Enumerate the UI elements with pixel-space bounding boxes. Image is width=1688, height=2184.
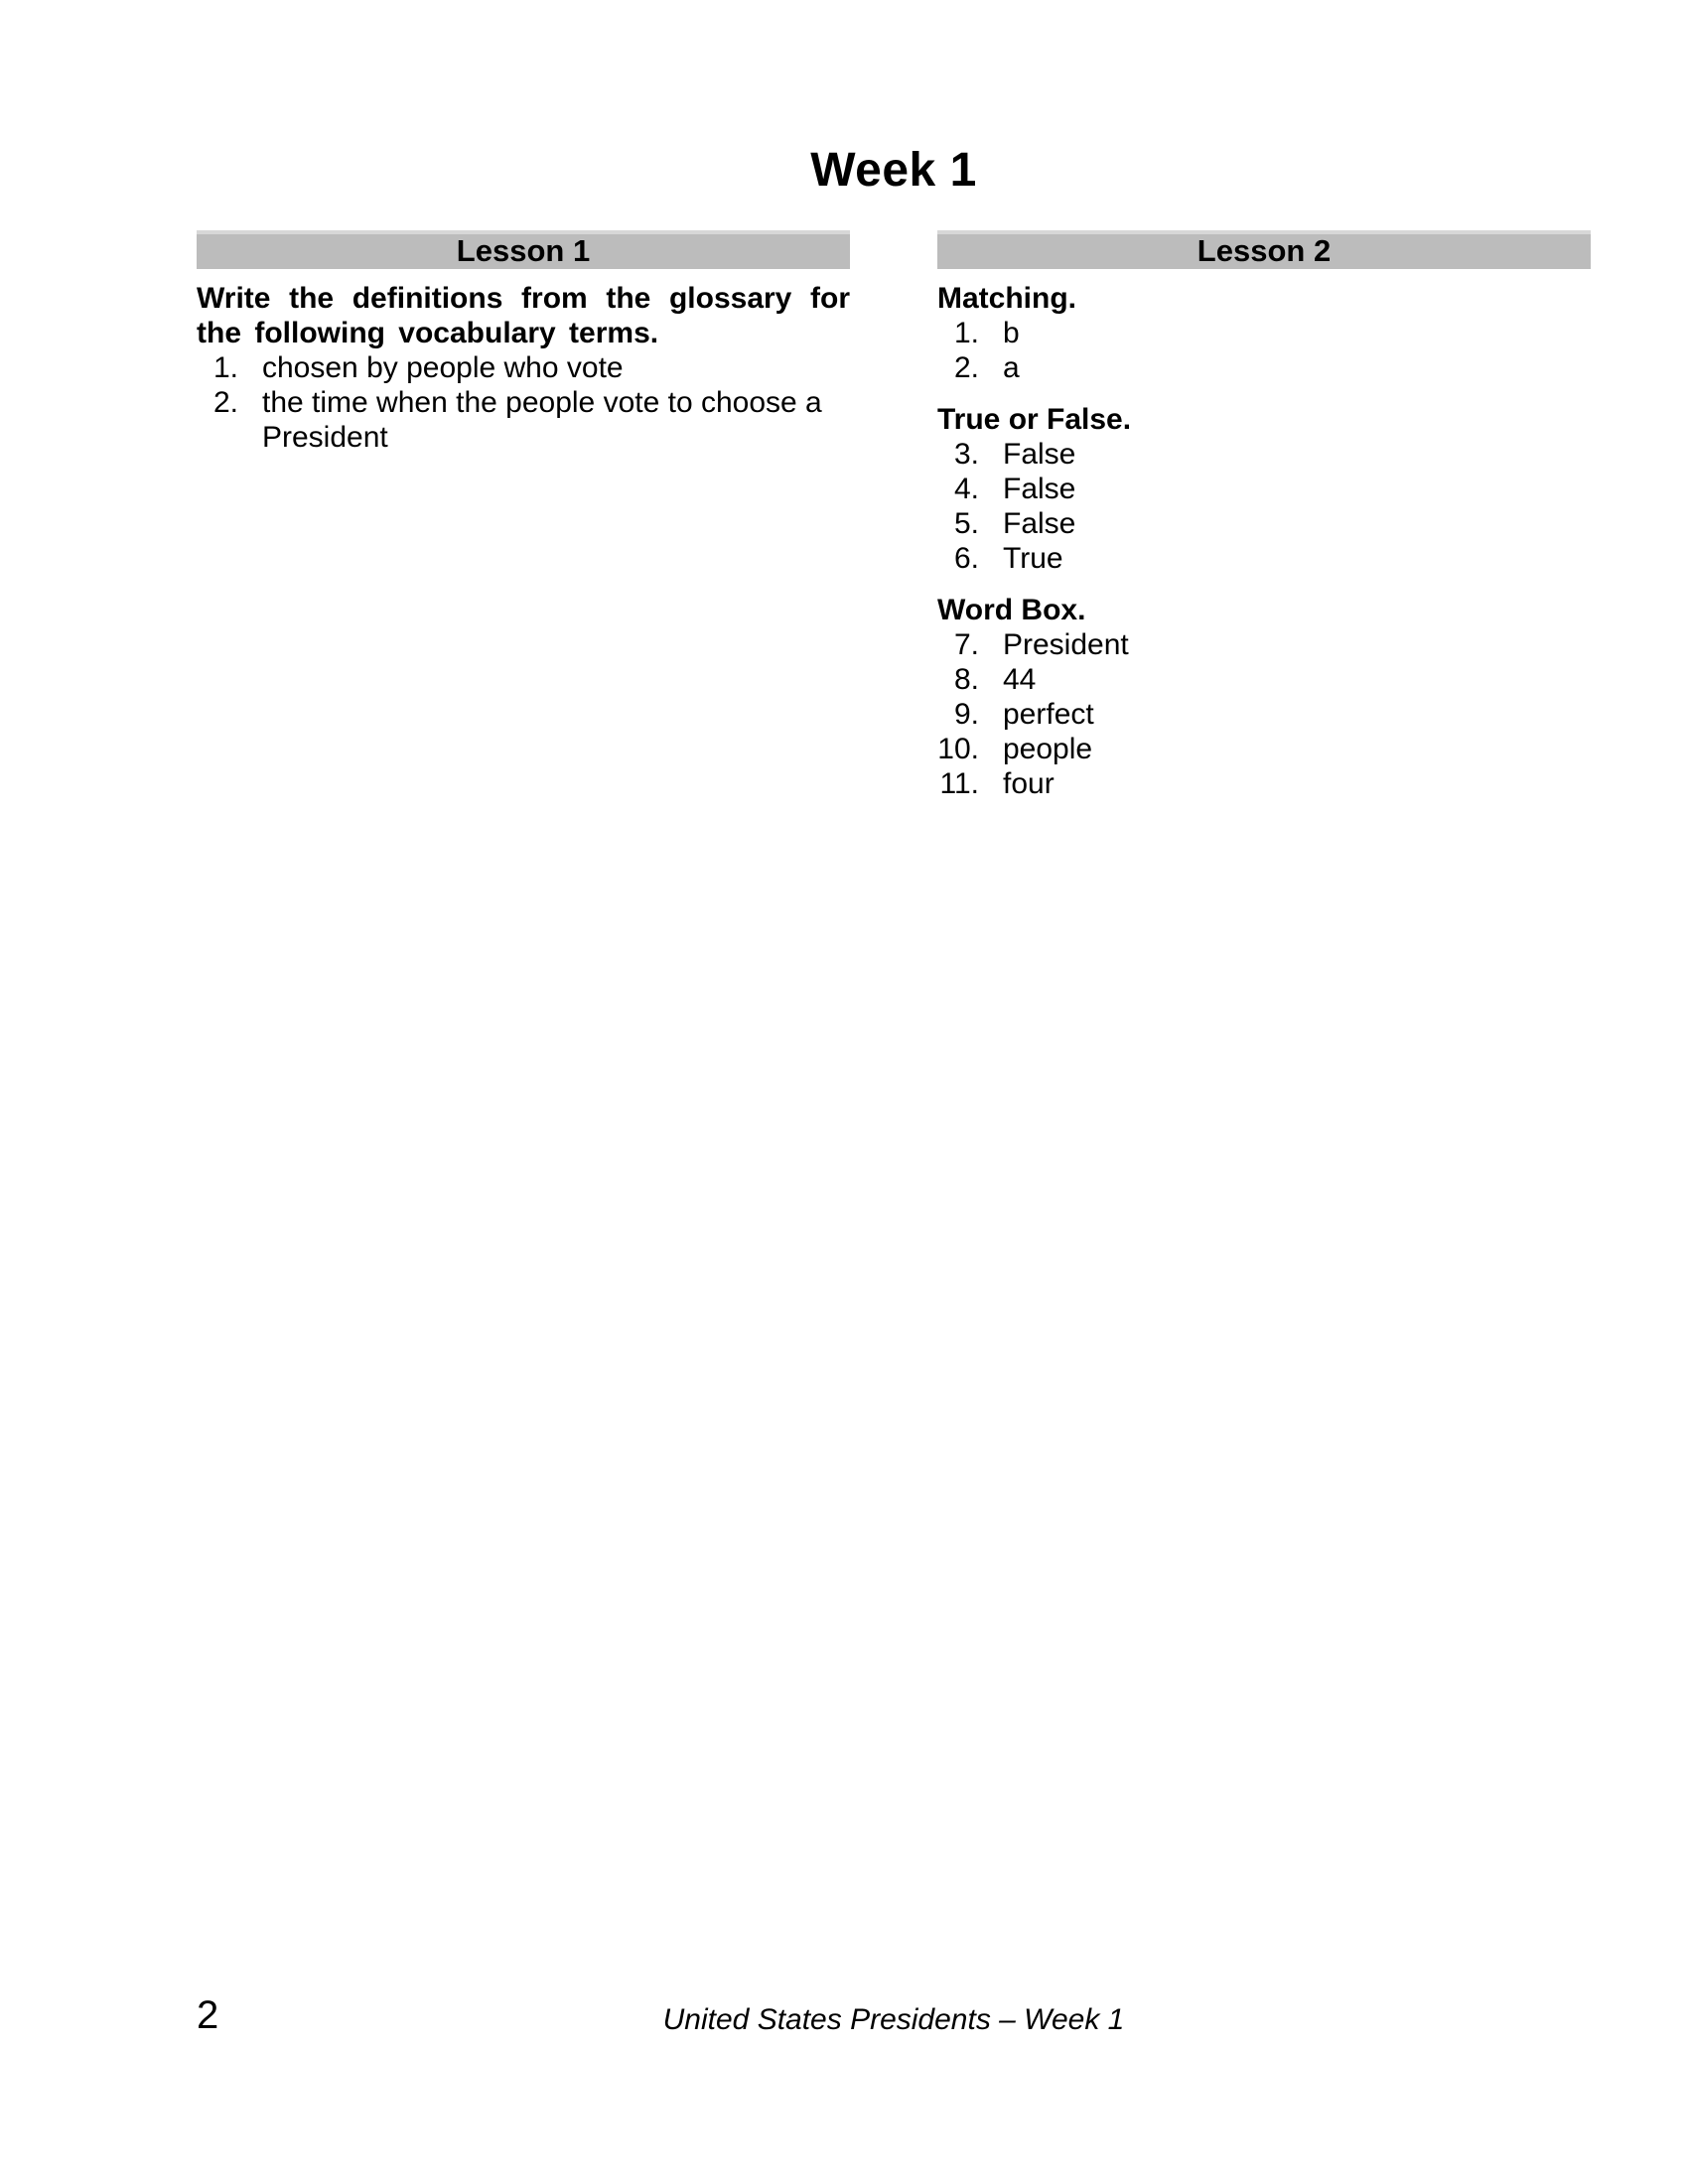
list-item — [937, 627, 1591, 662]
list-item — [937, 697, 1591, 732]
item-number: 2. — [953, 351, 979, 384]
list-item — [937, 350, 1591, 385]
section-title: True or False. — [937, 403, 1132, 436]
lesson1-instructions: Write the definitions from the glossary for the following vocabulary terms. — [197, 282, 850, 349]
list-item — [937, 506, 1591, 541]
item-number: 6. — [953, 542, 979, 575]
item-number: 11. — [939, 767, 979, 800]
true-or-false-section — [937, 402, 1591, 576]
section-title: Matching. — [937, 282, 1076, 315]
item-answer: a — [1003, 351, 1020, 384]
item-answer: perfect — [1003, 698, 1094, 731]
item-number: 3. — [953, 438, 979, 471]
item-number: 8. — [953, 663, 979, 696]
section-title: Word Box. — [937, 594, 1086, 626]
list-item — [937, 766, 1591, 801]
item-answer: the time when the people vote to choose a President — [262, 386, 822, 454]
item-answer: False — [1003, 473, 1076, 505]
item-number: 10. — [937, 733, 979, 765]
page-number: 2 — [197, 1993, 219, 2037]
item-number: 1. — [953, 317, 979, 349]
lesson1-header-bar — [197, 230, 850, 269]
lesson2-column — [937, 230, 1591, 801]
list-item — [937, 541, 1591, 576]
item-number: 4. — [953, 473, 979, 505]
list-item — [937, 316, 1591, 350]
item-answer: people — [1003, 733, 1093, 765]
item-number: 2. — [212, 386, 238, 419]
matching-section — [937, 281, 1591, 385]
item-number: 5. — [953, 507, 979, 540]
list-item — [937, 732, 1591, 766]
page-title: Week 1 — [810, 144, 977, 197]
list-item — [937, 662, 1591, 697]
item-answer: False — [1003, 438, 1076, 471]
lesson1-answer-list — [197, 350, 850, 455]
list-item — [197, 385, 850, 455]
list-item — [197, 350, 850, 385]
lesson1-header-label: Lesson 1 — [456, 233, 591, 268]
item-answer: True — [1003, 542, 1063, 575]
item-answer: 44 — [1003, 663, 1037, 696]
item-number: 7. — [953, 628, 979, 661]
item-answer: four — [1003, 767, 1055, 800]
item-answer: President — [1003, 628, 1129, 661]
word-box-section — [937, 593, 1591, 801]
lesson2-header-label: Lesson 2 — [1196, 233, 1332, 268]
list-item — [937, 472, 1591, 506]
footer-title: United States Presidents – Week 1 — [662, 2003, 1125, 2036]
lesson2-header-bar — [937, 230, 1591, 269]
item-number: 1. — [212, 351, 238, 384]
page-footer — [197, 1993, 1591, 2043]
item-answer: chosen by people who vote — [262, 351, 624, 384]
item-answer: False — [1003, 507, 1076, 540]
item-number: 9. — [953, 698, 979, 731]
lesson1-column — [197, 230, 850, 455]
item-answer: b — [1003, 317, 1020, 349]
list-item — [937, 437, 1591, 472]
